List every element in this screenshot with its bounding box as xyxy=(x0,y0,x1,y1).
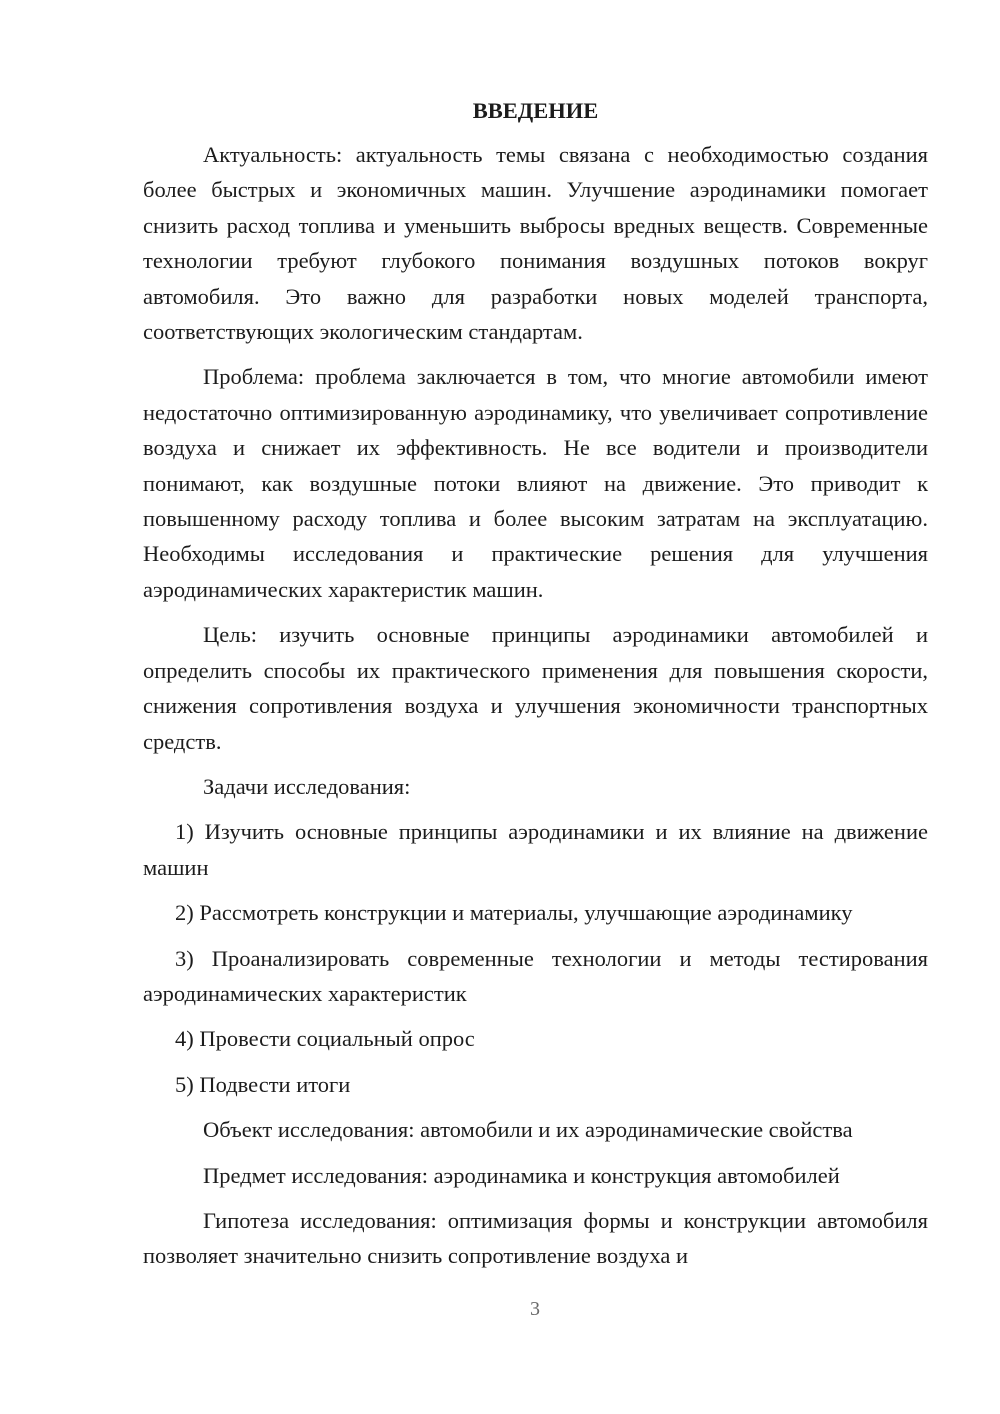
page-title: ВВЕДЕНИЕ xyxy=(472,98,599,123)
paragraph-subject: Предмет исследования: аэродинамика и конструкция автомобилей xyxy=(203,1162,840,1188)
tasks-heading: Задачи исследования: xyxy=(203,773,411,799)
list-item-task-3: 3) Проанализировать современные технологии и методы тестирования аэродинамических характеристик xyxy=(143,945,928,1006)
paragraph-hypothesis: Гипотеза исследования: оптимизация формы и конструкции автомобиля позволяет значительно снизить сопротивление воздуха и xyxy=(143,1207,928,1269)
list-item-task-4: 4) Провести социальный опрос xyxy=(175,1026,475,1052)
page-number: 3 xyxy=(530,1298,540,1320)
list-item-task-1: 1) Изучить основные принципы аэродинамики и их влияние на движение машин xyxy=(143,819,928,880)
paragraph-problem: Проблема: проблема заключается в том, что многие автомобили имеют недостаточно оптимизированную аэродинамику, что увеличивает сопротивление воздуха и снижает их эффективность. Не все водители и производители понимают, как воздушные потоки влияют на движение. Это приводит к повышенному расходу топлива и более высоким затратам на эксплуатацию. Необходимы исследования и практические решения для улучшения аэродинамических характеристик машин. xyxy=(143,364,928,602)
paragraph-object: Объект исследования: автомобили и их аэродинамические свойства xyxy=(203,1117,853,1143)
paragraph-goal: Цель: изучить основные принципы аэродинамики автомобилей и определить способы их практического применения для повышения скорости, снижения сопротивления воздуха и улучшения экономичности транспортных средств. xyxy=(143,622,928,754)
list-item-task-5: 5) Подвести итоги xyxy=(175,1071,351,1097)
list-item-task-2: 2) Рассмотреть конструкции и материалы, улучшающие аэродинамику xyxy=(175,900,853,926)
document-body xyxy=(143,94,928,1284)
paragraph-relevance: Актуальность: актуальность темы связана с необходимостью создания более быстрых и экономичных машин. Улучшение аэродинамики помогает снизить расход топлива и уменьшить выбросы вредных веществ. Современные технологии требуют глубокого понимания воздушных потоков вокруг автомобиля. Это важно для разработки новых моделей транспорта, соответствующих экологическим стандартам. xyxy=(143,142,928,345)
